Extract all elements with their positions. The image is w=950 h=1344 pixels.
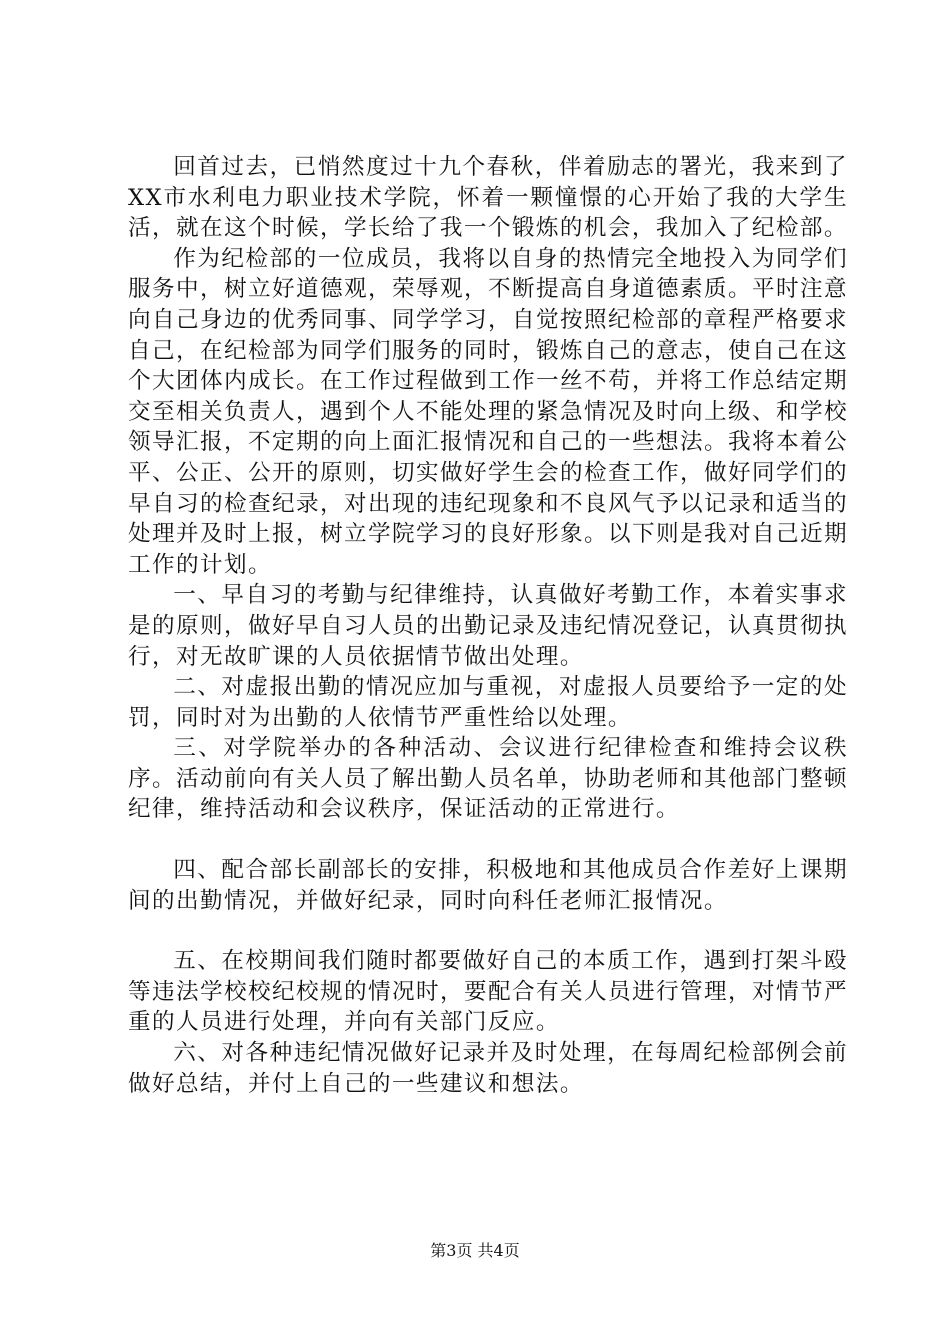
paragraph-item-2: 二、对虚报出勤的情况应加与重视，对虚报人员要给予一定的处罚，同时对为出勤的人依情节严重性给以处理。 bbox=[128, 674, 848, 731]
paragraph-intro: 回首过去，已悄然度过十九个春秋，伴着励志的署光，我来到了XX市水利电力职业技术学院，怀着一颗憧憬的心开始了我的大学生活，就在这个时候，学长给了我一个锻炼的机会，我加入了纪检部。 bbox=[128, 154, 848, 242]
paragraph-item-6: 六、对各种违纪情况做好记录并及时处理，在每周纪检部例会前做好总结，并付上自己的一些建议和想法。 bbox=[128, 1040, 848, 1097]
paragraph-item-3: 三、对学院举办的各种活动、会议进行纪律检查和维持会议秩序。活动前向有关人员了解出勤人员名单，协助老师和其他部门整顿纪律，维持活动和会议秩序，保证活动的正常进行。 bbox=[128, 735, 848, 823]
paragraph-commitment: 作为纪检部的一位成员，我将以自身的热情完全地投入为同学们服务中，树立好道德观，荣辱观，不断提高自身道德素质。平时注意向自己身边的优秀同事、同学学习，自觉按照纪检部的章程严格要求自己，在纪检部为同学们服务的同时，锻炼自己的意志，使自己在这个大团体内成长。在工作过程做到工作一丝不苟，并将工作总结定期交至相关负责人，遇到个人不能处理的紧急情况及时向上级、和学校领导汇报，不定期的向上面汇报情况和自己的一些想法。我将本着公平、公正、公开的原则，切实做好学生会的检查工作，做好同学们的早自习的检查纪录，对出现的违纪现象和不良风气予以记录和适当的处理并及时上报，树立学院学习的良好形象。以下则是我对自己近期工作的计划。 bbox=[128, 245, 848, 578]
paragraph-item-1: 一、早自习的考勤与纪律维持，认真做好考勤工作，本着实事求是的原则，做好早自习人员的出勤记录及违纪情况登记，认真贯彻执行，对无故旷课的人员依据情节做出处理。 bbox=[128, 582, 848, 670]
paragraph-item-4: 四、配合部长副部长的安排，积极地和其他成员合作差好上课期间的出勤情况，并做好纪录，同时向科任老师汇报情况。 bbox=[128, 857, 848, 914]
document-body bbox=[128, 152, 848, 1099]
page-number-footer: 第3页 共4页 bbox=[430, 1241, 520, 1260]
paragraph-item-5: 五、在校期间我们随时都要做好自己的本质工作，遇到打架斗殴等违法学校校纪校规的情况时，要配合有关人员进行管理，对情节严重的人员进行处理，并向有关部门反应。 bbox=[128, 948, 848, 1036]
